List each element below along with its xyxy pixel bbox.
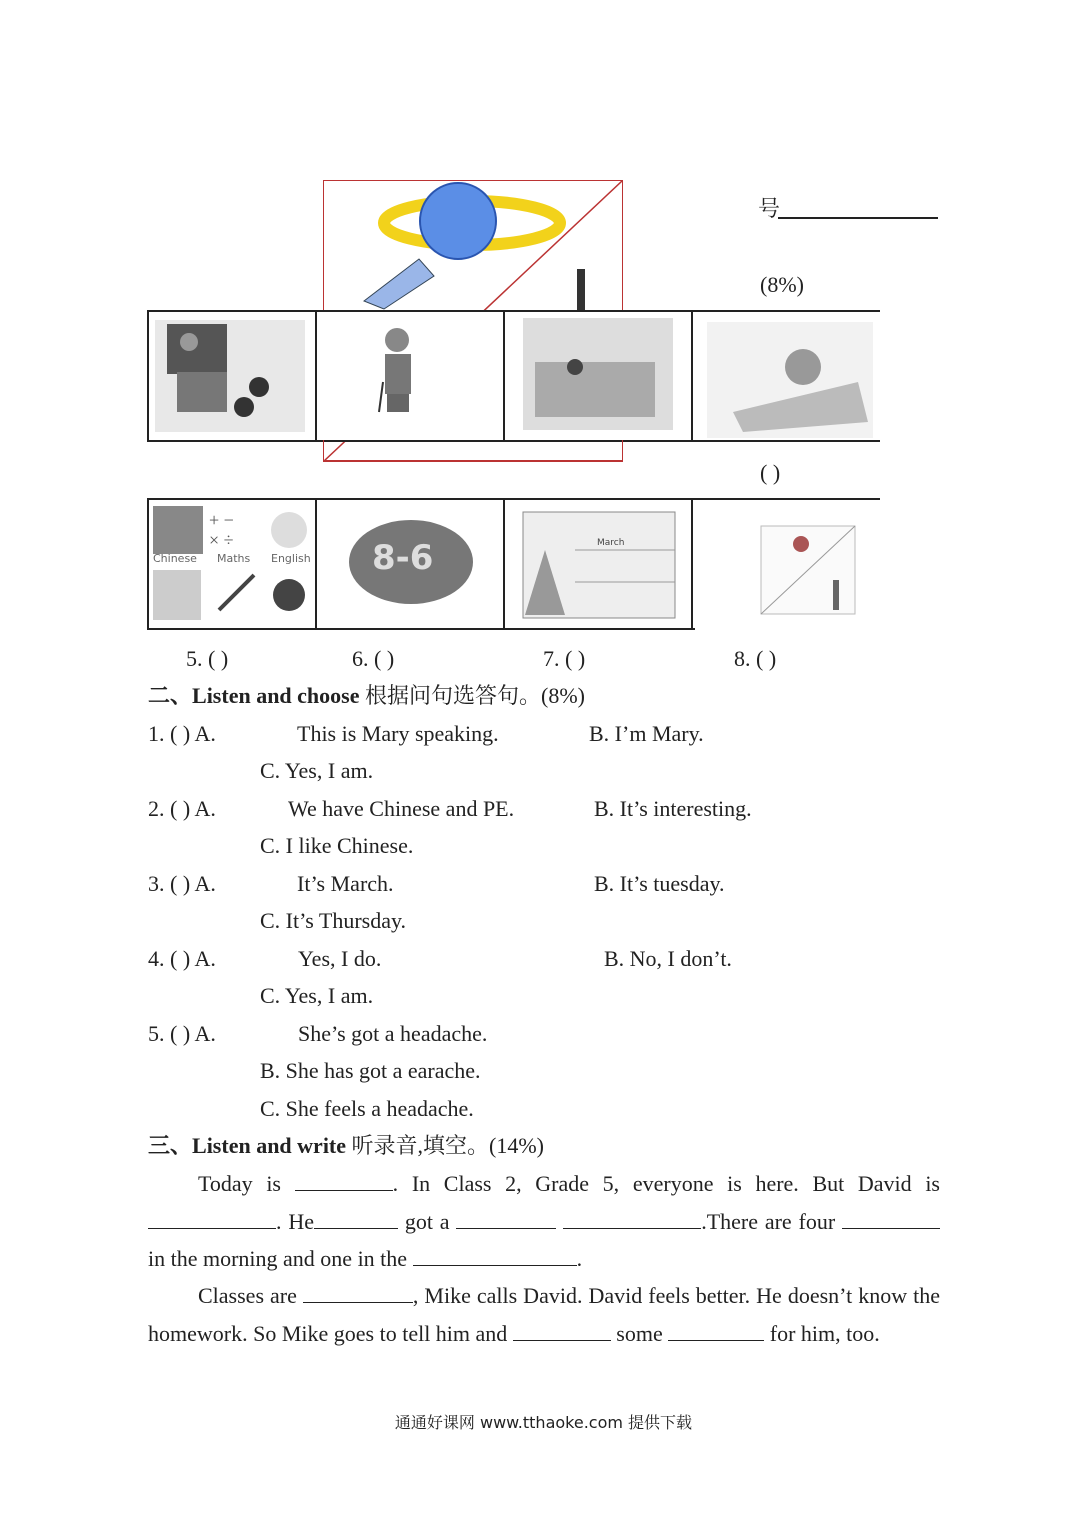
q2-number: 2. ( ) A. <box>148 796 216 821</box>
q2-option-a: We have Chinese and PE. <box>288 796 515 821</box>
q1-option-c: C. Yes, I am. <box>260 758 374 783</box>
q4-option-a: Yes, I do. <box>298 946 382 971</box>
q4-option-b: B. No, I don’t. <box>604 946 732 971</box>
paren-fragment: ( ) <box>760 460 781 485</box>
picture-sleeping-bed <box>503 310 695 442</box>
picture-teacher-class <box>147 310 319 442</box>
picture-number-8-6 <box>315 498 507 630</box>
section2-heading <box>148 683 585 709</box>
number-image-text: 8-6 <box>372 538 434 578</box>
q1-number: 1. ( ) A. <box>148 721 216 746</box>
q3-option-b: B. It’s tuesday. <box>594 871 725 896</box>
header-fragment-char: 号 <box>758 196 781 221</box>
picture-label-8: 8. ( ) <box>734 646 777 671</box>
blank-10[interactable] <box>668 1340 764 1341</box>
percent-fragment: (8%) <box>760 272 804 297</box>
bottom-of-background-image <box>323 440 623 461</box>
picture-label-7: 7. ( ) <box>543 646 586 671</box>
blank-5[interactable] <box>563 1228 701 1229</box>
picture-label-5: 5. ( ) <box>186 646 229 671</box>
q5-option-b: B. She has got a earache. <box>260 1058 481 1083</box>
q3-option-a: It’s March. <box>297 871 394 896</box>
picture-subjects <box>147 498 319 630</box>
subject-label-maths: Maths <box>217 552 251 565</box>
section3-paragraph-2: Classes are , Mike calls David. David feels better. He doesn’t know the homework. So Mike goes to tell him and some for him, too. <box>148 1283 940 1346</box>
q2-option-b: B. It’s interesting. <box>594 796 752 821</box>
blank-6[interactable] <box>842 1228 940 1229</box>
picture-label-6: 6. ( ) <box>352 646 395 671</box>
blank-2[interactable] <box>148 1228 276 1229</box>
q3-number: 3. ( ) A. <box>148 871 216 896</box>
section2-title-en: Listen and choose <box>192 683 360 708</box>
page-footer: 通通好课网 www.tthaoke.com 提供下载 <box>394 1413 693 1432</box>
blank-8[interactable] <box>303 1302 413 1303</box>
svg-text:+ −: + − <box>209 510 234 530</box>
q2-option-c: C. I like Chinese. <box>260 833 414 858</box>
blank-4[interactable] <box>456 1228 556 1229</box>
section2-title-cn: 根据问句选答句。(8%) <box>359 683 585 708</box>
q3-option-c: C. It’s Thursday. <box>260 908 407 933</box>
picture-science-small <box>691 498 880 628</box>
section3-title-cn: 听录音,填空。(14%) <box>346 1133 544 1158</box>
blank-9[interactable] <box>513 1340 611 1341</box>
q4-option-c: C. Yes, I am. <box>260 983 374 1008</box>
q5-option-c: C. She feels a headache. <box>260 1096 474 1121</box>
q4-number: 4. ( ) A. <box>148 946 216 971</box>
blank-7[interactable] <box>413 1265 577 1266</box>
picture-old-man <box>315 310 507 442</box>
section3-heading <box>148 1133 544 1159</box>
picture-calendar <box>503 498 695 630</box>
q5-option-a: She’s got a headache. <box>298 1021 488 1046</box>
q5-number: 5. ( ) A. <box>148 1021 216 1046</box>
subject-label-chinese: Chinese <box>153 552 197 565</box>
section2-number: 二、 <box>148 683 193 708</box>
subject-label-english: English <box>271 552 311 565</box>
name-blank-line <box>778 217 938 219</box>
section3-number: 三、 <box>148 1133 193 1158</box>
calendar-month: March <box>597 538 625 548</box>
section3-paragraph-1: Today is . In Class 2, Grade 5, everyone is here. But David is. He got a .There are four in the morning and one in the . <box>148 1171 940 1271</box>
svg-text:× ÷: × ÷ <box>209 530 234 550</box>
section3-title-en: Listen and write <box>192 1133 347 1158</box>
q1-option-a: This is Mary speaking. <box>297 721 499 746</box>
q1-option-b: B. I’m Mary. <box>589 721 704 746</box>
picture-sick-boy <box>691 310 880 442</box>
blank-1[interactable] <box>295 1190 393 1191</box>
blank-3[interactable] <box>314 1228 398 1229</box>
